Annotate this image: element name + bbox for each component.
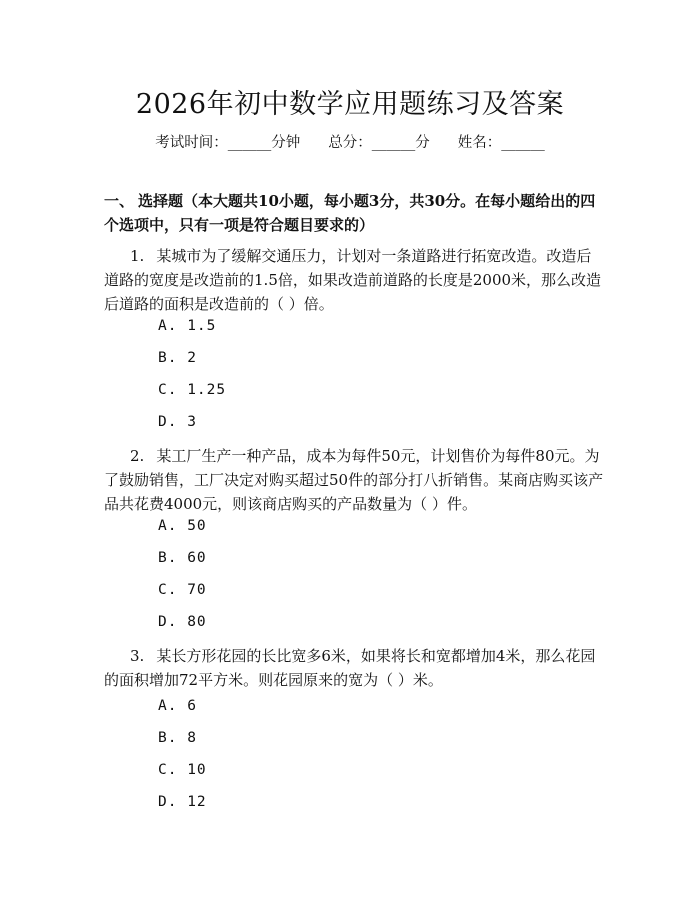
section-number: 一、 xyxy=(104,192,135,210)
total-score-label: 总分：______分 xyxy=(328,135,430,151)
question-1 xyxy=(104,244,604,316)
question-number: 2. xyxy=(130,447,145,465)
question-3-option-a: A. 6 xyxy=(158,698,197,714)
question-text: 某城市为了缓解交通压力，计划对一条道路进行拓宽改造。改造后道路的宽度是改造前的1.5倍，如果改造前道路的长度是2000米，那么改造后道路的面积是改造前的（ ）倍。 xyxy=(104,247,602,313)
question-3-option-d: D. 12 xyxy=(158,794,207,810)
question-number: 3. xyxy=(130,647,145,665)
question-2 xyxy=(104,444,604,516)
section-heading xyxy=(104,189,604,237)
exam-meta xyxy=(0,131,700,152)
question-3 xyxy=(104,644,604,692)
question-3-option-c: C. 10 xyxy=(158,762,207,778)
question-1-option-b: B. 2 xyxy=(158,350,197,366)
page-title: 2026年初中数学应用题练习及答案 xyxy=(135,89,565,120)
question-2-option-a: A. 50 xyxy=(158,518,207,534)
question-1-option-c: C. 1.25 xyxy=(158,382,227,398)
question-text: 某工厂生产一种产品，成本为每件50元，计划售价为每件80元。为了鼓励销售，工厂决定对购买超过50件的部分打八折销售。某商店购买该产品共花费4000元，则该商店购买的产品数量为（ ）件。 xyxy=(104,447,604,513)
question-text: 某长方形花园的长比宽多6米，如果将长和宽都增加4米，那么花园的面积增加72平方米。则花园原来的宽为（ ）米。 xyxy=(104,647,596,689)
question-1-option-d: D. 3 xyxy=(158,414,197,430)
question-number: 1. xyxy=(130,247,145,265)
name-label: 姓名：______ xyxy=(457,135,545,151)
exam-time-label: 考试时间：______分钟 xyxy=(155,135,301,151)
question-2-option-d: D. 80 xyxy=(158,614,207,630)
question-2-option-b: B. 60 xyxy=(158,550,207,566)
question-3-option-b: B. 8 xyxy=(158,730,197,746)
section-text: 选择题（本大题共10小题，每小题3分，共30分。在每小题给出的四个选项中，只有一项是符合题目要求的） xyxy=(104,192,596,234)
question-1-option-a: A. 1.5 xyxy=(158,318,217,334)
question-2-option-c: C. 70 xyxy=(158,582,207,598)
